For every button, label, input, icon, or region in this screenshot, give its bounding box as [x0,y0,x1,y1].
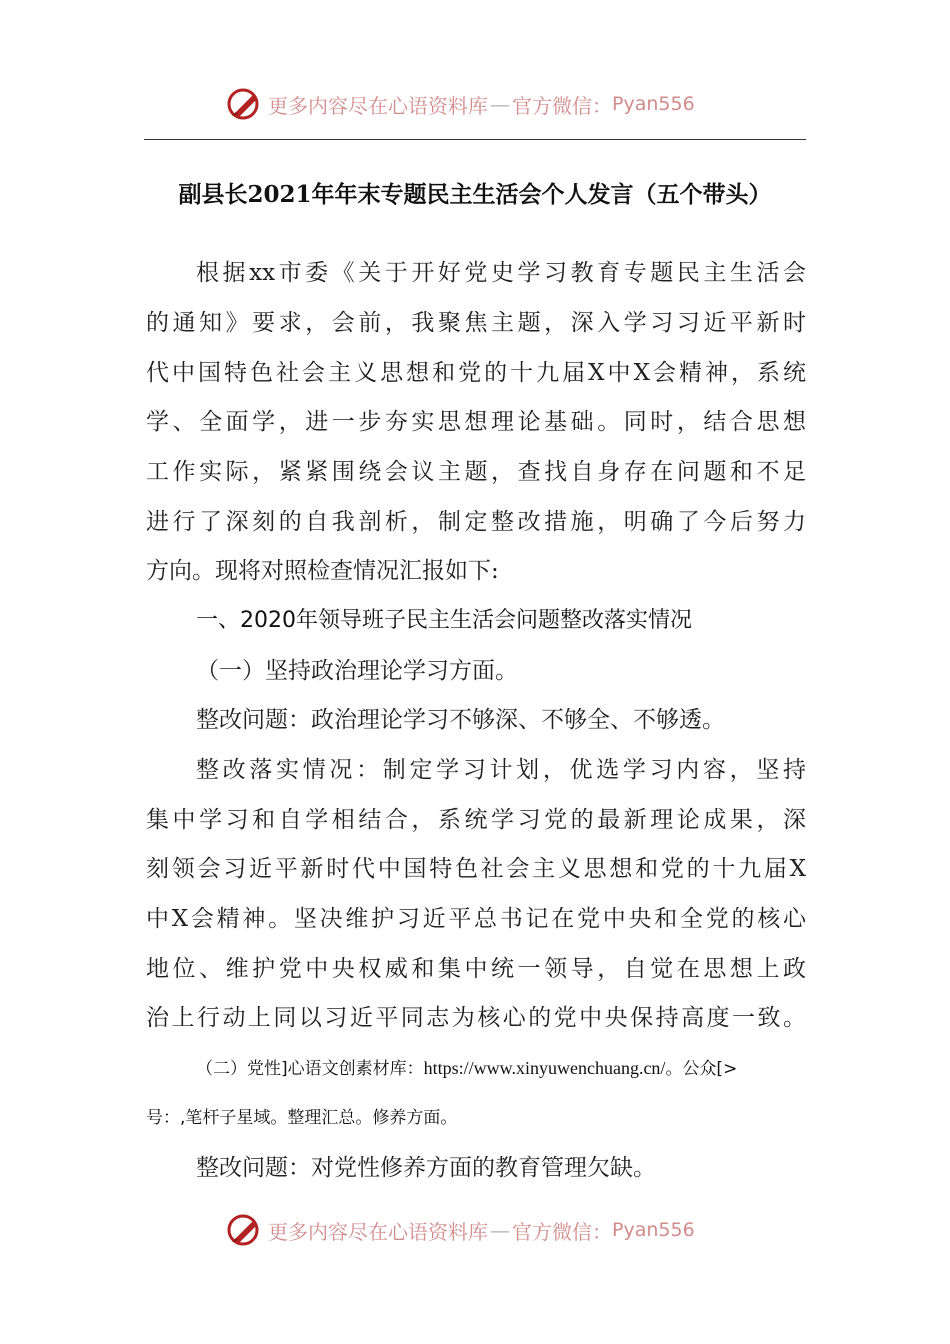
paragraph-line: 的通知》要求，会前，我聚焦主题，深入学习习近平新时 [146,310,806,336]
paragraph-line: 根据xx市委《关于开好党史学习教育专题民主生活会 [196,260,806,286]
banner-text: 更多内容尽在心语资料库 [268,1219,488,1244]
banner-text: 更多内容尽在心语资料库 [268,93,488,118]
website-url: https://www.xinyuwenchuang.cn/ [423,1058,666,1078]
subsection-2-prefix: （二）党性]心语文创素材库： [196,1059,424,1079]
pen-logo-icon [226,86,262,122]
paragraph-line: 中X会精神。坚决维护习近平总书记在党中央和全党的核心 [146,906,806,932]
banner-wechat-label: 官方微信： [512,1219,612,1244]
issue-text: 整改问题：政治理论学习不够深、不够全、不够透。 [196,707,725,733]
paragraph-line: 方向。现将对照检查情况汇报如下: [146,558,499,584]
paragraph-line: 学、全面学，进一步夯实思想理论基础。同时，结合思想 [146,409,806,435]
pen-logo-icon [226,1212,262,1248]
banner-separator: — [490,1218,510,1242]
footer-watermark [226,1210,746,1250]
banner-wechat-label: 官方微信： [512,93,612,118]
subsection-heading-2-cont: 号：,笔杆子星域。整理汇总。修养方面。 [146,1108,458,1128]
issue-text: 整改问题：对党性修养方面的教育管理欠缺。 [196,1155,656,1181]
paragraph-line: 治上行动上同以习近平同志为核心的党中央保持高度一致。 [146,1005,806,1031]
document-title: 副县长2021年年末专题民主生活会个人发言（五个带头） [178,181,772,208]
paragraph-line: 集中学习和自学相结合，系统学习党的最新理论成果，深 [146,807,806,833]
banner-wechat-id: Pyan556 [612,1219,695,1241]
subsection-heading: （一）坚持政治理论学习方面。 [196,658,518,684]
subsection-2-suffix: 。公众[> [665,1059,738,1079]
banner-wechat-id: Pyan556 [612,93,695,115]
paragraph-line: 进行了深刻的自我剖析，制定整改措施，明确了今后努力 [146,509,806,535]
banner-separator: — [490,92,510,116]
paragraph-line: 刻领会习近平新时代中国特色社会主义思想和党的十九届X [146,856,806,882]
paragraph-line: 整改落实情况：制定学习计划，优选学习内容，坚持 [196,757,806,783]
subsection-heading-2 [196,1053,806,1083]
section-heading: 一、2020年领导班子民主生活会问题整改落实情况 [196,608,692,633]
header-rule [144,139,806,140]
paragraph-line: 代中国特色社会主义思想和党的十九届X中X会精神，系统 [146,360,806,386]
paragraph-line: 工作实际，紧紧围绕会议主题，查找自身存在问题和不足 [146,459,806,485]
header-watermark [226,84,746,124]
paragraph-line: 地位、维护党中央权威和集中统一领导，自觉在思想上政 [146,956,806,982]
